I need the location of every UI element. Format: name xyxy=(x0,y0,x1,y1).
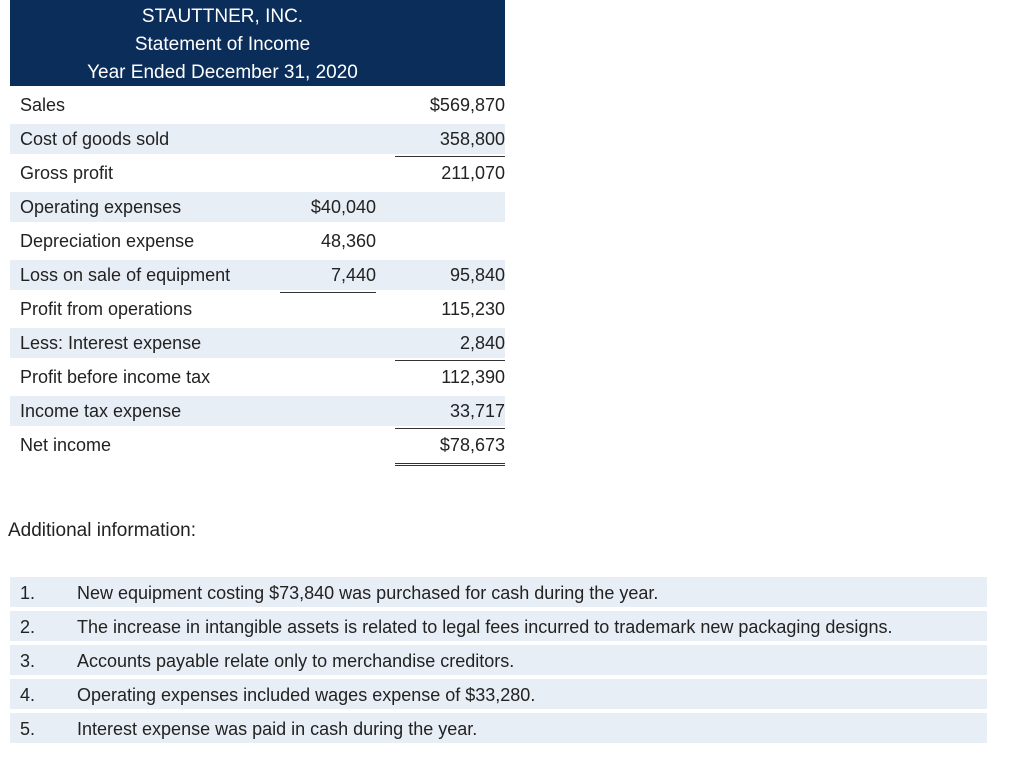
income-statement xyxy=(10,0,505,460)
row-label: Profit before income tax xyxy=(20,367,211,387)
underline xyxy=(395,360,505,361)
underline xyxy=(395,428,505,429)
row-total: $78,673 xyxy=(439,435,505,455)
item-number: 4. xyxy=(20,685,36,705)
row-total: 112,390 xyxy=(441,367,505,387)
row-amount: 48,360 xyxy=(320,231,376,251)
row-label: Depreciation expense xyxy=(20,231,195,251)
statement-row xyxy=(10,124,505,154)
item-text: Interest expense was paid in cash during the year. xyxy=(77,719,478,739)
statement-row xyxy=(10,328,505,358)
row-total: 115,230 xyxy=(441,299,505,319)
statement-row xyxy=(10,294,505,324)
statement-period: Year Ended December 31, 2020 xyxy=(87,62,358,83)
item-text: Accounts payable relate only to merchandise creditors. xyxy=(77,651,515,671)
row-label: Operating expenses xyxy=(20,197,182,217)
list-item xyxy=(10,713,987,743)
row-total: 95,840 xyxy=(449,265,505,285)
list-item xyxy=(10,577,987,607)
item-number: 3. xyxy=(20,651,36,671)
row-total: 358,800 xyxy=(439,129,505,149)
row-label: Sales xyxy=(20,95,66,115)
statement-row xyxy=(10,396,505,426)
list-item xyxy=(10,679,987,709)
row-total: $569,870 xyxy=(429,95,505,115)
row-label: Income tax expense xyxy=(20,401,182,421)
row-amount: 7,440 xyxy=(330,265,376,285)
row-label: Cost of goods sold xyxy=(20,129,170,149)
company-name: STAUTTNER, INC. xyxy=(141,6,304,27)
row-label: Less: Interest expense xyxy=(20,333,202,353)
double-underline xyxy=(395,463,505,466)
statement-row xyxy=(10,90,505,120)
row-label: Gross profit xyxy=(20,163,114,183)
list-item xyxy=(10,645,987,675)
underline xyxy=(280,292,376,293)
underline xyxy=(395,156,505,157)
row-label: Net income xyxy=(20,435,112,455)
item-text: The increase in intangible assets is related to legal fees incurred to trademark new packaging designs. xyxy=(77,617,893,637)
item-number: 5. xyxy=(20,719,36,739)
statement-header xyxy=(10,0,505,86)
statement-row xyxy=(10,362,505,392)
item-text: New equipment costing $73,840 was purchased for cash during the year. xyxy=(77,583,659,603)
additional-info-list xyxy=(10,577,987,747)
statement-row xyxy=(10,430,505,460)
row-label: Loss on sale of equipment xyxy=(20,265,231,285)
statement-title: Statement of Income xyxy=(134,34,311,55)
item-number: 1. xyxy=(20,583,36,603)
statement-row xyxy=(10,158,505,188)
row-amount: $40,040 xyxy=(310,197,376,217)
row-label: Profit from operations xyxy=(20,299,193,319)
row-total: 2,840 xyxy=(459,333,505,353)
item-text: Operating expenses included wages expense of $33,280. xyxy=(77,685,536,705)
item-number: 2. xyxy=(20,617,36,637)
list-item xyxy=(10,611,987,641)
row-total: 211,070 xyxy=(441,163,505,183)
statement-row xyxy=(10,192,505,222)
row-total: 33,717 xyxy=(449,401,505,421)
statement-row xyxy=(10,260,505,290)
additional-info-heading: Additional information: xyxy=(8,520,196,541)
statement-row xyxy=(10,226,505,256)
